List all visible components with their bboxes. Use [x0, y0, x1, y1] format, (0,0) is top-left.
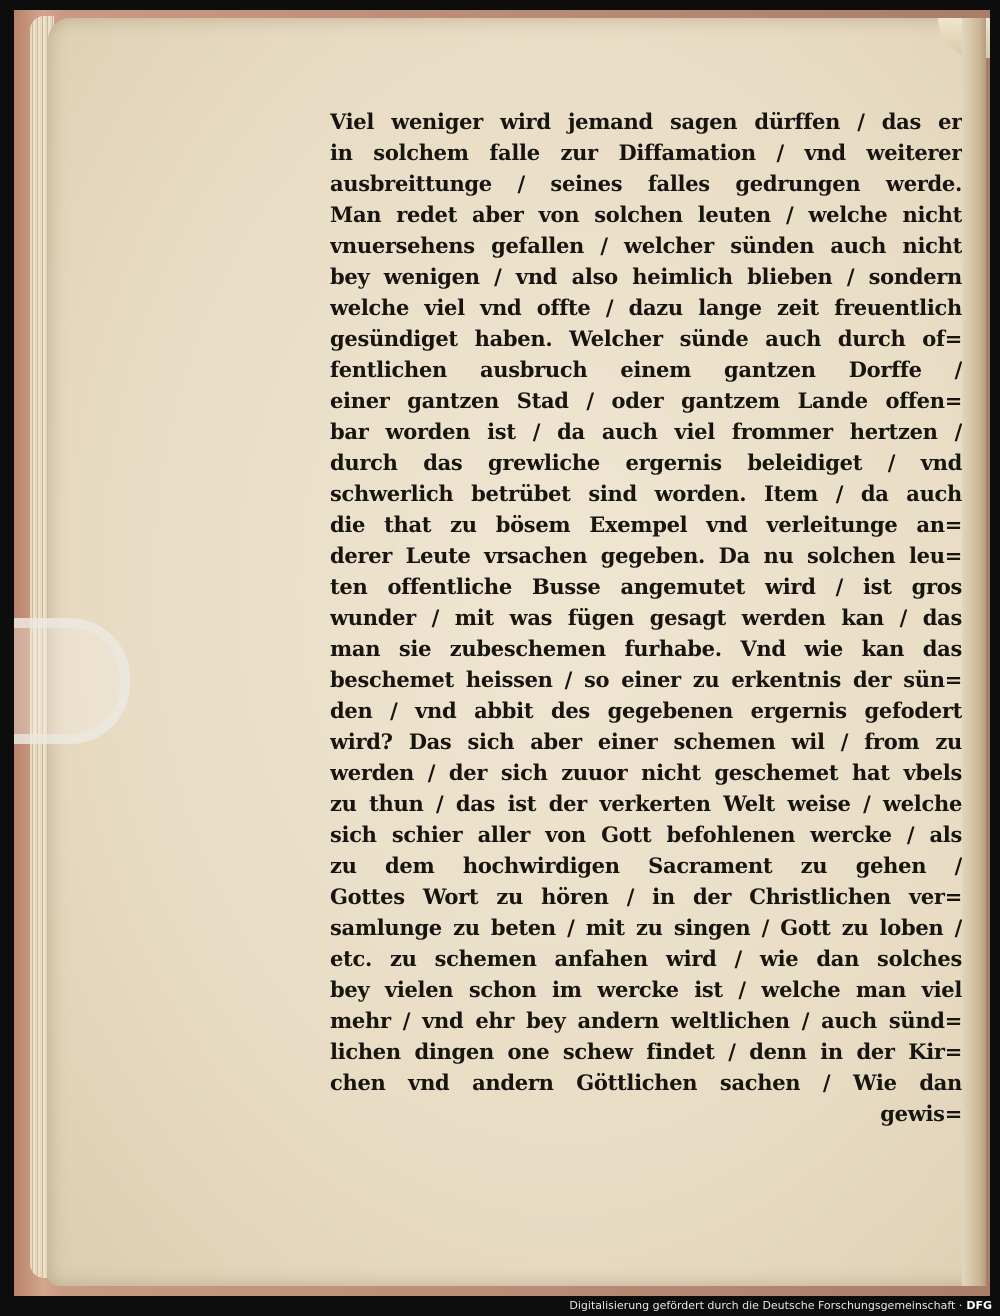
text-line: etc. zu schemen anfahen wird / wie dan solches	[330, 946, 962, 971]
text-line: schwerlich betrübet sind worden. Item / da auch	[330, 481, 962, 506]
scanned-page-image	[14, 10, 990, 1296]
text-line: derer Leute vrsachen gegeben. Da nu solchen leu=	[330, 543, 962, 568]
text-line: zu dem hochwirdigen Sacrament zu gehen /	[330, 853, 962, 878]
text-line: fentlichen ausbruch einem gantzen Dorffe /	[330, 357, 962, 382]
page-gutter	[962, 18, 986, 1286]
text-line: einer gantzen Stad / oder gantzem Lande offen=	[330, 388, 962, 413]
text-line: Gottes Wort zu hören / in der Christlichen ver=	[330, 884, 962, 909]
text-line: Viel weniger wird jemand sagen dürffen / das er	[330, 109, 962, 134]
text-line: bey wenigen / vnd also heimlich blieben / sondern	[330, 264, 962, 289]
text-line: in solchem falle zur Diffamation / vnd weiterer	[330, 140, 962, 165]
text-line: beschemet heissen / so einer zu erkentnis der sün=	[330, 667, 962, 692]
text-line: vnuersehens gefallen / welcher sünden auch nicht	[330, 233, 962, 258]
text-line: bar worden ist / da auch viel frommer hertzen /	[330, 419, 962, 444]
text-line: welche viel vnd offte / dazu lange zeit freuentlich	[330, 295, 962, 320]
page-holder-clip	[14, 618, 130, 744]
text-line: sich schier aller von Gott befohlenen wercke / als	[330, 822, 962, 847]
text-line: lichen dingen one schew findet / denn in der Kir=	[330, 1039, 962, 1064]
text-line: die that zu bösem Exempel vnd verleitunge an=	[330, 512, 962, 537]
text-line: zu thun / das ist der verkerten Welt weise / welche	[330, 791, 962, 816]
text-line: werden / der sich zuuor nicht geschemet hat vbels	[330, 760, 962, 785]
catchword: gewis=	[880, 1101, 962, 1126]
text-line: durch das grewliche ergernis beleidiget / vnd	[330, 450, 962, 475]
text-line: den / vnd abbit des gegebenen ergernis gefodert	[330, 698, 962, 723]
digitization-credit	[0, 1296, 1000, 1316]
text-line: gesündiget haben. Welcher sünde auch durch of=	[330, 326, 962, 351]
text-line: mehr / vnd ehr bey andern weltlichen / auch sünd=	[330, 1008, 962, 1033]
text-line: wird? Das sich aber einer schemen wil / from zu	[330, 729, 962, 754]
text-line: wunder / mit was fügen gesagt werden kan / das	[330, 605, 962, 630]
text-line: ausbreittunge / seines falles gedrungen werde.	[330, 171, 962, 196]
text-line: chen vnd andern Göttlichen sachen / Wie dan	[330, 1070, 962, 1095]
text-line: bey vielen schon im wercke ist / welche man viel	[330, 977, 962, 1002]
text-line: Man redet aber von solchen leuten / welche nicht	[330, 202, 962, 227]
body-text	[330, 106, 962, 1129]
text-line: samlunge zu beten / mit zu singen / Gott zu loben /	[330, 915, 962, 940]
text-line: man sie zubeschemen furhabe. Vnd wie kan das	[330, 636, 962, 661]
credit-text: Digitalisierung gefördert durch die Deutsche Forschungsgemeinschaft ·	[569, 1299, 963, 1312]
text-line: ten offentliche Busse angemutet wird / ist gros	[330, 574, 962, 599]
dfg-logo-icon: DFG	[966, 1299, 992, 1312]
